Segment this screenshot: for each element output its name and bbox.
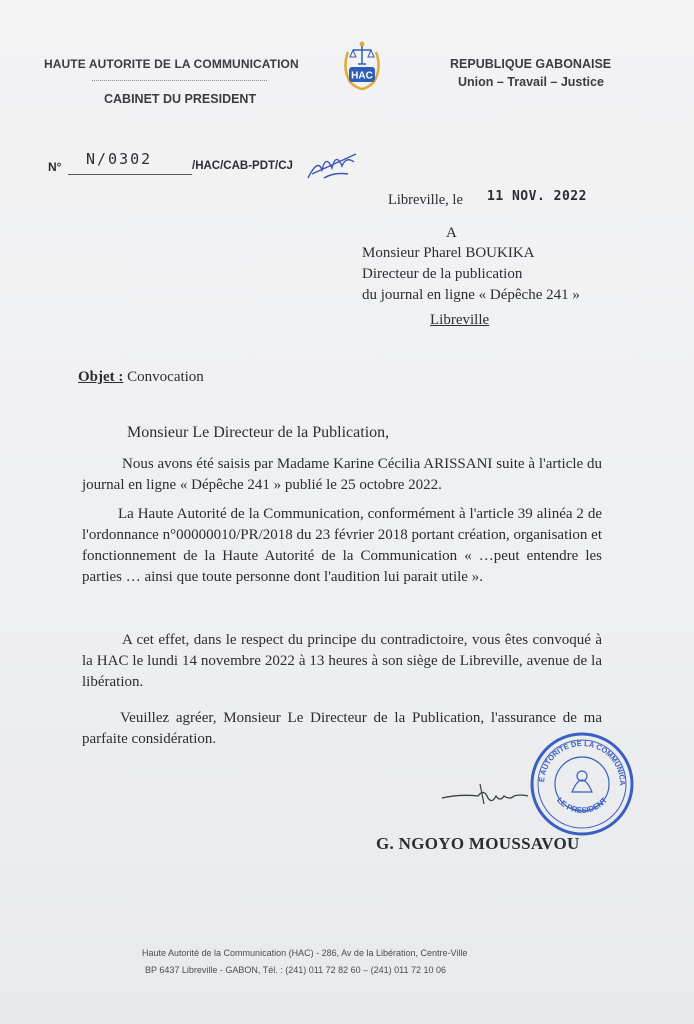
scales-of-justice-icon xyxy=(350,46,374,64)
svg-text:LE PRESIDENT xyxy=(555,796,609,815)
addressee-city: Libreville xyxy=(430,312,490,328)
addressee-to: A xyxy=(446,225,457,241)
addressee-name: Monsieur Pharel BOUKIKA xyxy=(362,245,535,261)
logo-text: HAC xyxy=(351,70,373,82)
footer-address: Haute Autorité de la Communication (HAC) - 286, Av de la Libération, Centre-Ville xyxy=(142,948,468,958)
addressee-outlet: du journal en ligne « Dépêche 241 » xyxy=(362,287,580,303)
cabinet-name: CABINET DU PRESIDENT xyxy=(104,92,257,106)
salutation: Monsieur Le Directeur de la Publication, xyxy=(127,424,390,441)
reference-prefix: N° xyxy=(48,160,62,174)
paragraph-3: A cet effet, dans le respect du principe du contradictoire, vous êtes convoqué à la HAC le lundi 14 novembre 2022 à 13 heures à son siège de Libreville, avenue de la libération. xyxy=(82,632,602,690)
hac-logo xyxy=(334,38,390,94)
letter-object xyxy=(78,369,204,386)
addressee-title: Directeur de la publication xyxy=(362,266,523,282)
footer-contact: BP 6437 Libreville - GABON, Tél. : (241) 011 72 82 60 – (241) 011 72 10 06 xyxy=(145,965,447,975)
official-seal-icon xyxy=(528,730,636,838)
authority-name: HAUTE AUTORITE DE LA COMMUNICATION xyxy=(44,57,299,71)
object-value: Convocation xyxy=(127,369,204,385)
date-stamp: 11 NOV. 2022 xyxy=(487,189,587,204)
signer-name: G. NGOYO MOUSSAVOU xyxy=(376,834,580,853)
reference-underline xyxy=(68,174,192,175)
republic-name: REPUBLIQUE GABONAISE xyxy=(450,57,612,71)
national-motto: Union – Travail – Justice xyxy=(458,75,604,89)
initials-signature xyxy=(304,148,362,182)
paragraph-1: Nous avons été saisis par Madame Karine Cécilia ARISSANI suite à l'article du journal en ligne « Dépêche 241 » publié le 25 octobre 2022. xyxy=(82,456,602,493)
seal-text-top: E AUTORITE DE LA COMMUNICA xyxy=(537,738,628,786)
seal-text-bottom: LE PRESIDENT xyxy=(555,795,609,815)
header-divider xyxy=(92,80,267,81)
reference-number: N/0302 xyxy=(86,150,153,168)
date-label: Libreville, le xyxy=(388,192,463,208)
object-label: Objet : xyxy=(78,369,124,385)
closing-formula: Veuillez agréer, Monsieur Le Directeur de la Publication, l'assurance de ma parfaite considération. xyxy=(82,710,602,747)
reference-suffix: /HAC/CAB-PDT/CJ xyxy=(192,160,293,172)
paragraph-2: La Haute Autorité de la Communication, conformément à l'article 39 alinéa 2 de l'ordonnance n°00000010/PR/2018 du 23 février 2018 portant création, organisation et fonctionnement de la Haute Autorité de la Communication « …peut entendre les parties … ainsi que toute personne dont l'audition lui parait utile ». xyxy=(82,506,602,585)
